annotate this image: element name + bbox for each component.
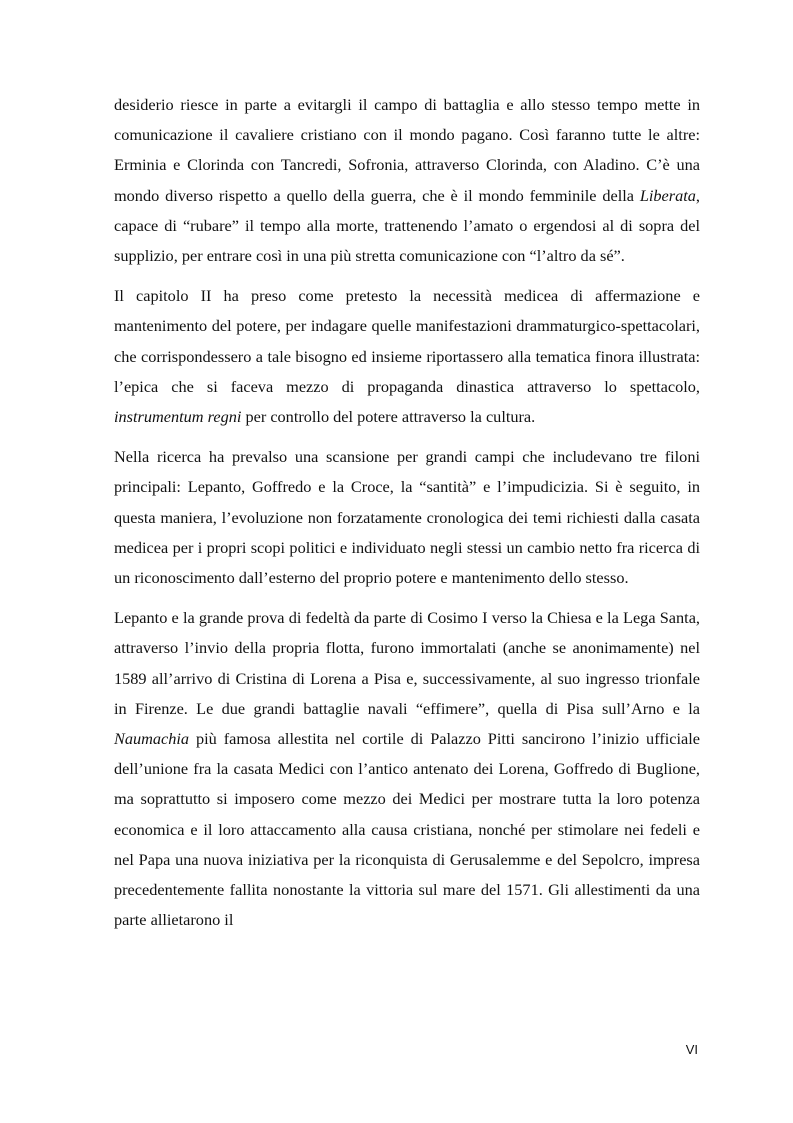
body-text <box>114 90 700 935</box>
paragraph-3 <box>114 442 700 593</box>
paragraph-3-text: Nella ricerca ha prevalso una scansione per grandi campi che includevano tre filoni principali: Lepanto, Goffredo e la Croce, la “santità” e l’impudicizia. Si è seguito, in questa maniera, l’evoluzione non forzatamente cronologica dei temi richiesti dalla casata medicea per i propri scopi politici e individuato negli stessi un cambio netto fra ricerca di un riconoscimento dall’esterno del proprio potere e mantenimento dello stesso. <box>114 447 700 588</box>
paragraph-4-text-a: Lepanto e la grande prova di fedeltà da parte di Cosimo I verso la Chiesa e la Lega Santa, attraverso l’invio della propria flotta, furono immortalati (anche se anonimamente) nel 1589 all’arrivo di Cristina di Lorena a Pisa e, successivamente, al suo ingresso trionfale in Firenze. Le due grandi battaglie navali “effimere”, quella di Pisa sull’Arno e la <box>114 608 700 718</box>
paragraph-2 <box>114 281 700 432</box>
paragraph-2-text-a: Il capitolo II ha preso come pretesto la necessità medicea di affermazione e mantenimento del potere, per indagare quelle manifestazioni drammaturgico-spettacolari, che corrispondessero a tale bisogno ed insieme riportassero alla tematica finora illustrata: l’epica che si faceva mezzo di propaganda dinastica attraverso lo spettacolo, <box>114 286 700 396</box>
title-naumachia: Naumachia <box>114 729 190 749</box>
title-liberata: Liberata <box>639 185 696 205</box>
paragraph-4 <box>114 603 700 935</box>
paragraph-1-text-a: desiderio riesce in parte a evitargli il campo di battaglia e allo stesso tempo mette in comunicazione il cavaliere cristiano con il mondo pagano. Così faranno tutte le altre: Erminia e Clorinda con Tancredi, Sofronia, attraverso Clorinda, con Aladino. C’è una mondo diverso rispetto a quello della guerra, che è il mondo femminile della <box>114 95 700 205</box>
paragraph-2-text-b: per controllo del potere attraverso la cultura. <box>241 407 536 427</box>
paragraph-4-text-b: più famosa allestita nel cortile di Palazzo Pitti sancirono l’inizio ufficiale dell’unione fra la casata Medici con l’antico antenato dei Lorena, Goffredo di Buglione, ma soprattutto si imposero come mezzo dei Medici per mostrare tutta la loro potenza economica e il loro attaccamento alla causa cristiana, nonché per stimolare nei fedeli e nel Papa una nuova iniziativa per la riconquista di Gerusalemme e del Sepolcro, impresa precedentemente fallita nonostante la vittoria sul mare del 1571. Gli allestimenti da una parte allietarono il <box>114 729 700 930</box>
paragraph-1 <box>114 90 700 271</box>
paragraph-1-text-b: , capace di “rubare” il tempo alla morte, trattenendo l’amato o ergendosi al di sopra del supplizio, per entrare così in una più stretta comunicazione con “l’altro da sé”. <box>114 185 700 266</box>
term-instrumentum-regni: instrumentum regni <box>114 407 242 427</box>
page-number: VI <box>685 1042 698 1057</box>
